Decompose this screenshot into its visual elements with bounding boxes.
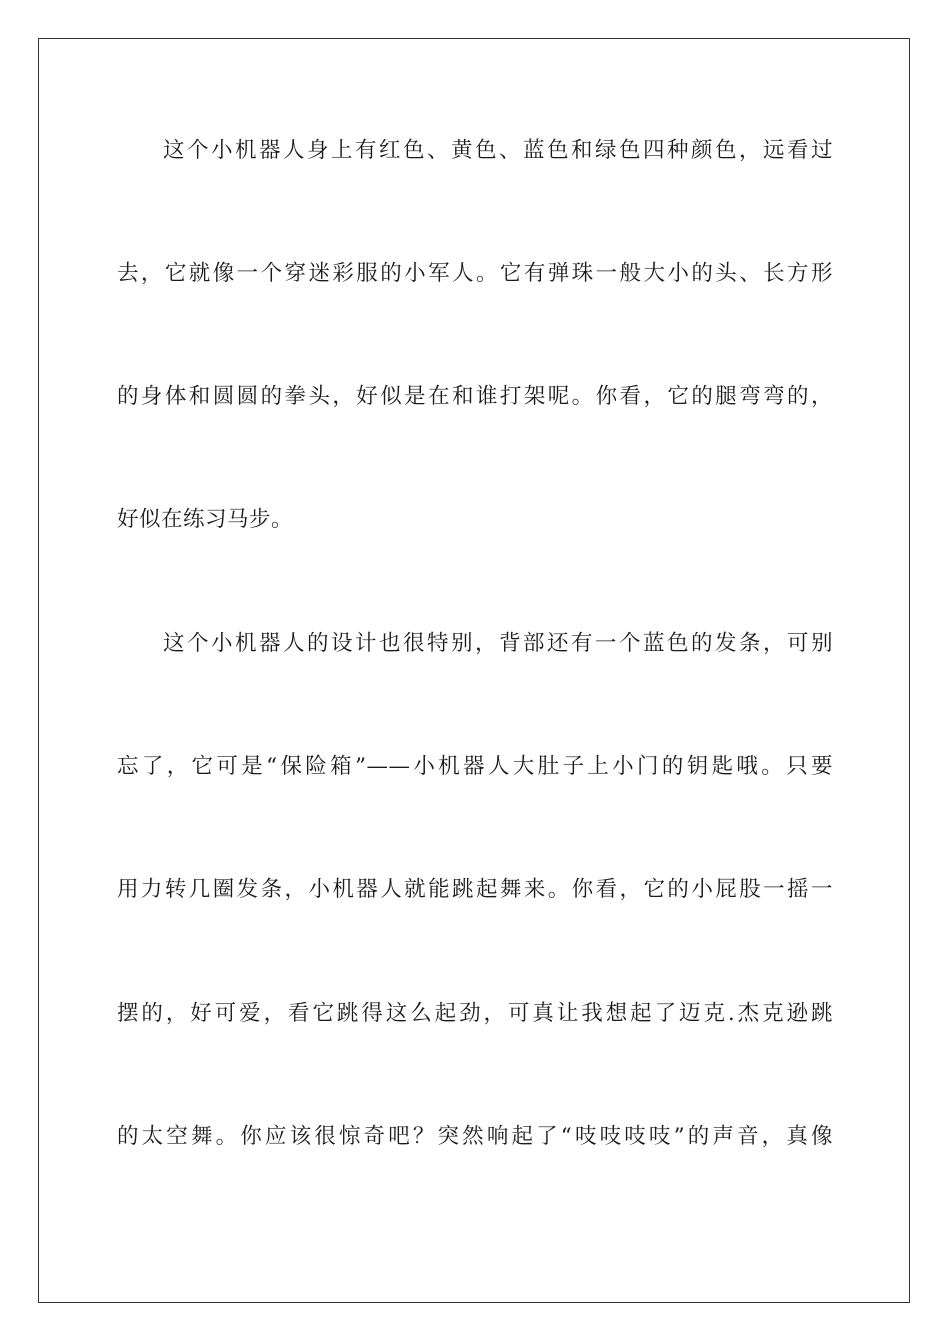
text-line: 去，它就像一个穿迷彩服的小军人。它有弹珠一般大小的头、长方形 — [117, 261, 833, 286]
text-line: 这个小机器人的设计也很特别，背部还有一个蓝色的发条，可别 — [163, 631, 833, 656]
text-line: 这个小机器人身上有红色、黄色、蓝色和绿色四种颜色，远看过 — [163, 138, 833, 163]
text-line: 忘了，它可是“保险箱”——小机器人大肚子上小门的钥匙哦。只要 — [117, 754, 833, 779]
text-line: 的身体和圆圆的拳头，好似是在和谁打架呢。你看，它的腿弯弯的， — [117, 384, 833, 409]
text-line: 的太空舞。你应该很惊奇吧？突然响起了“吱吱吱吱”的声音，真像 — [117, 1124, 833, 1149]
text-line: 用力转几圈发条，小机器人就能跳起舞来。你看，它的小屁股一摇一 — [117, 877, 833, 902]
text-line: 好似在练习马步。 — [117, 507, 294, 532]
page-frame — [38, 38, 910, 1303]
text-line: 摆的，好可爱，看它跳得这么起劲，可真让我想起了迈克.杰克逊跳 — [117, 1001, 833, 1026]
